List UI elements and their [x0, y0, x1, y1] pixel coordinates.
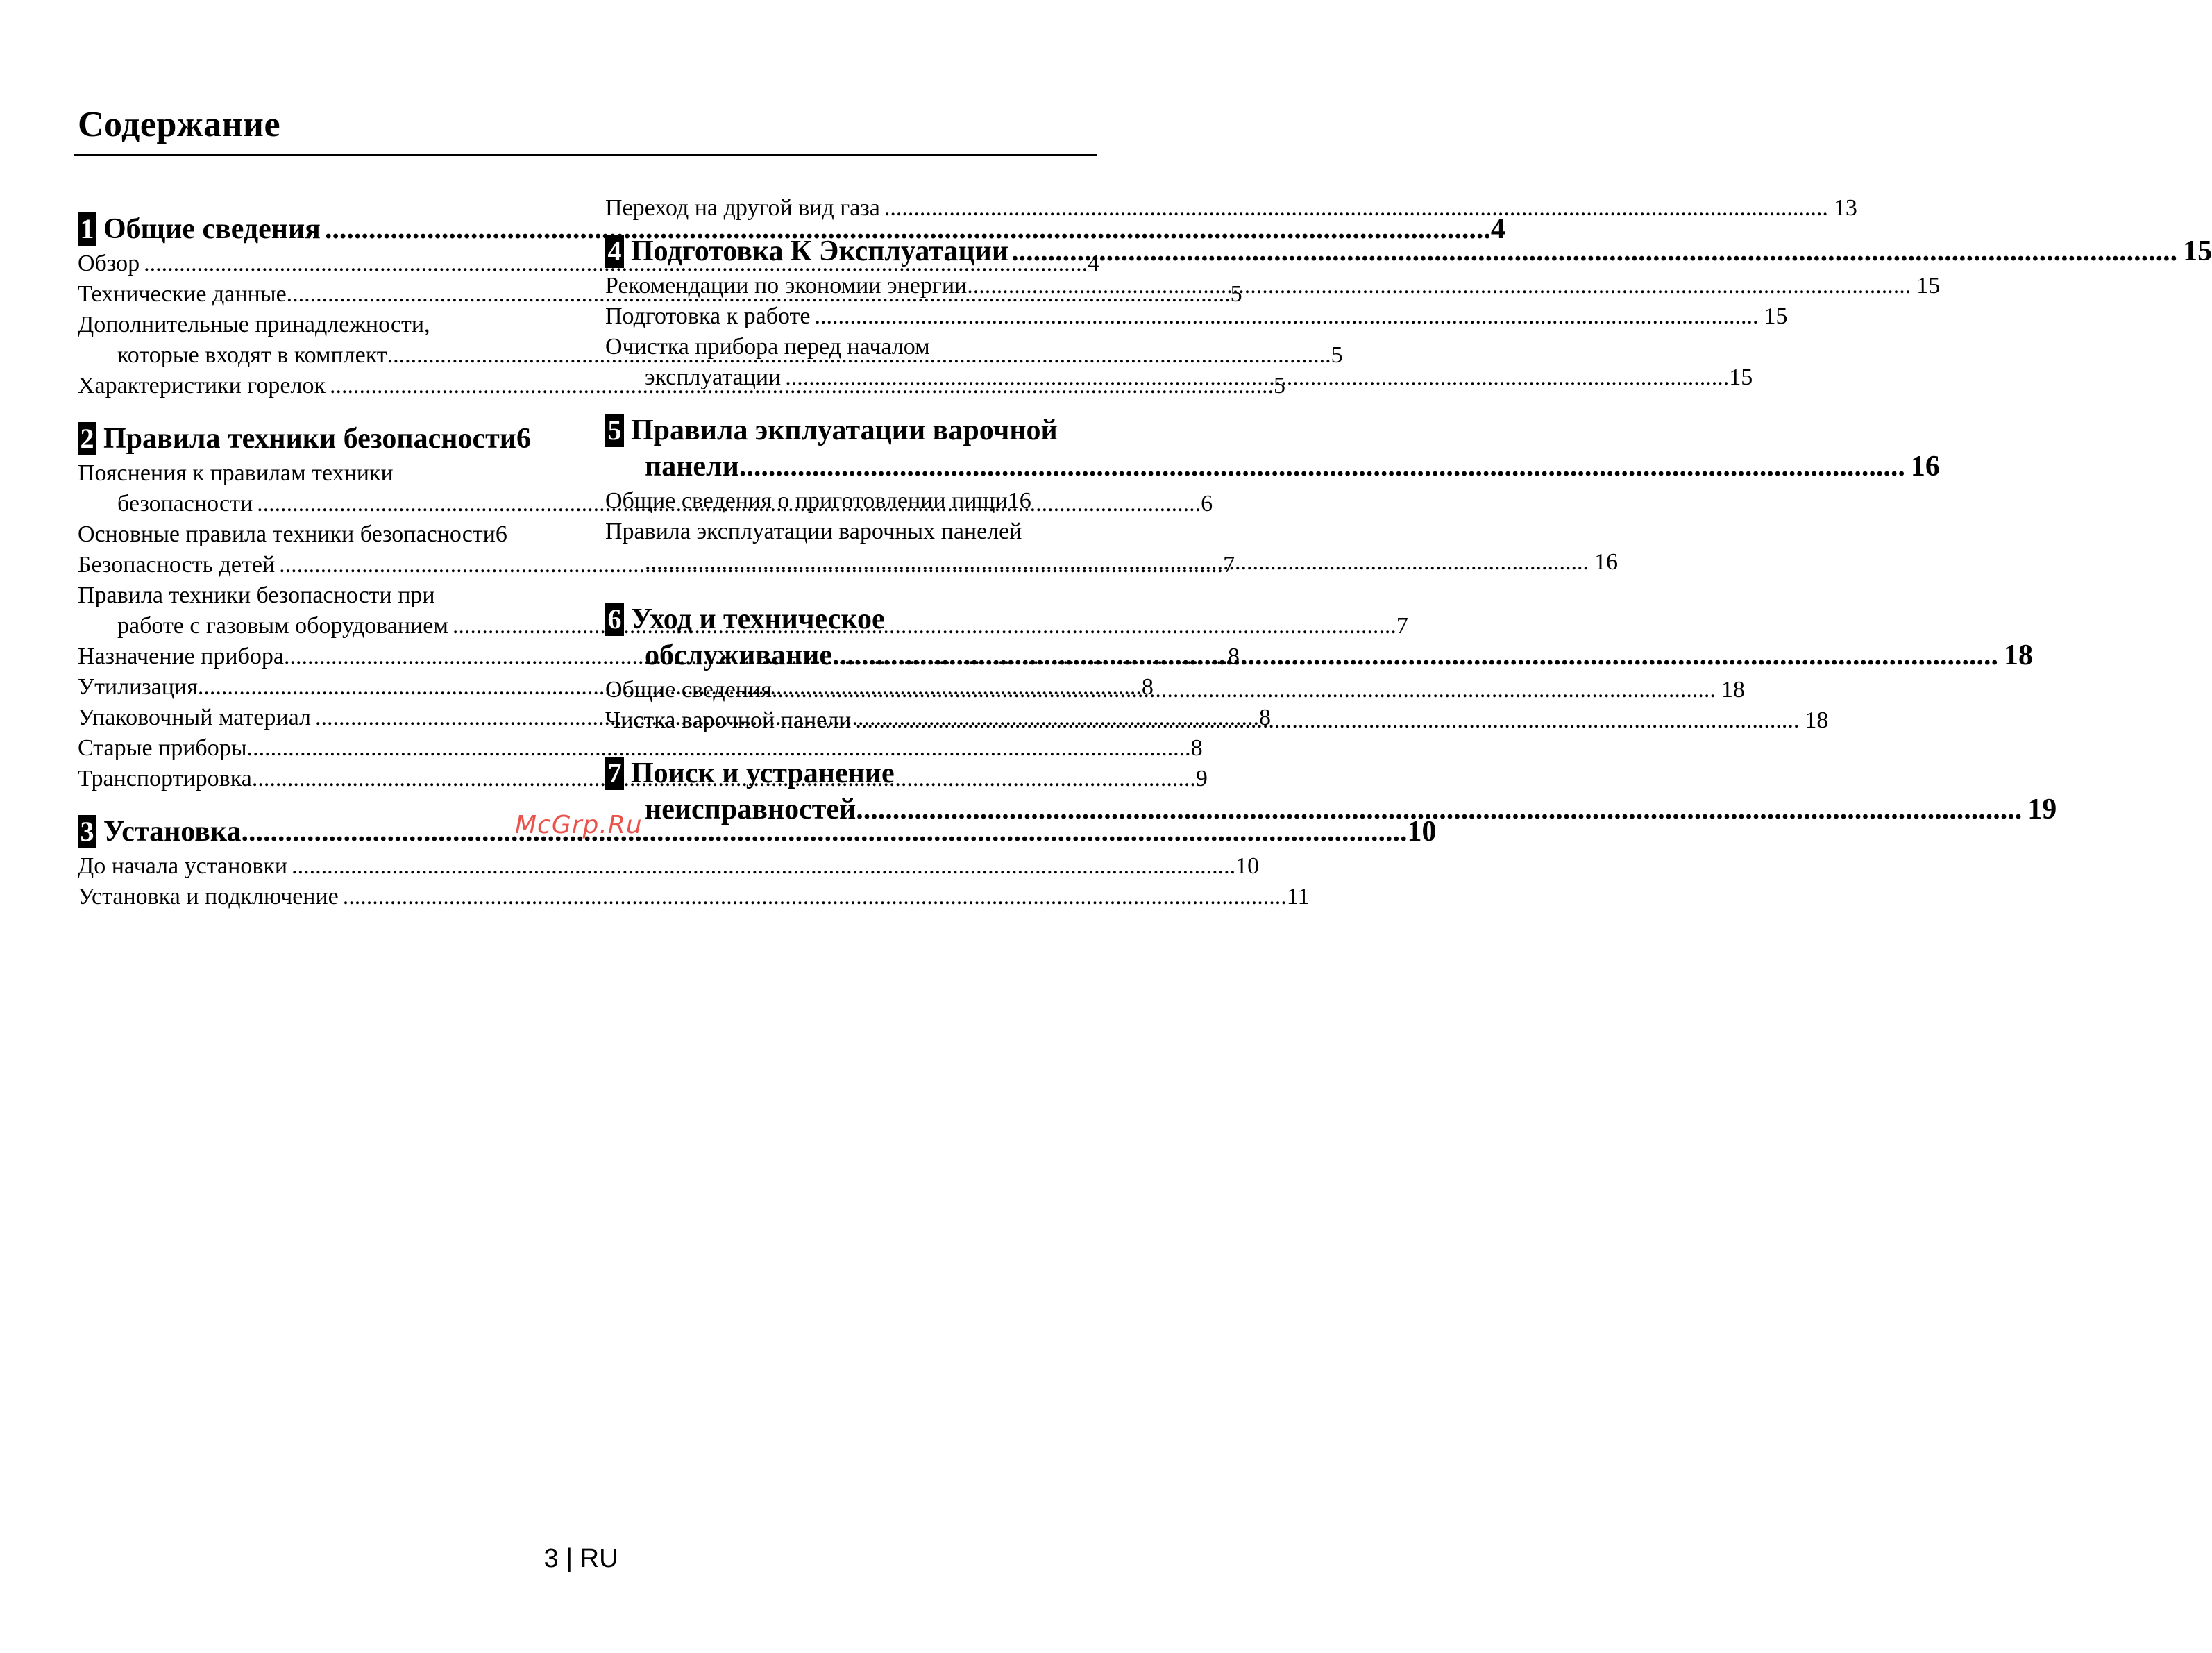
section-number-badge: 4: [605, 235, 624, 268]
entry-page: 16: [1594, 549, 1618, 575]
page-title: Содержание: [78, 105, 281, 144]
toc-entry[interactable]: [605, 517, 1618, 578]
section-number-badge: 6: [605, 603, 624, 636]
entry-text: До начала установки: [78, 853, 288, 879]
section-title: Уход и техническое: [631, 603, 885, 635]
entry-page: 15: [1916, 273, 1941, 299]
entry-page: 18: [1721, 677, 1745, 703]
toc-section-5: [605, 412, 1940, 578]
page-footer: [0, 1544, 1162, 1574]
entry-page: 6: [495, 521, 507, 547]
toc-entry[interactable]: [605, 193, 1857, 224]
toc-section-link[interactable]: [631, 448, 1940, 485]
entry-page: 10: [1235, 853, 1260, 879]
entry-page: 7: [1396, 613, 1408, 639]
section-title-cont: обслуживание: [645, 639, 833, 671]
toc-section-title-line[interactable]: [631, 755, 2057, 791]
entry-page: 8: [1190, 735, 1203, 761]
section-page: 4: [1490, 213, 1505, 245]
toc-entry[interactable]: [605, 486, 1081, 517]
entry-page: 15: [1764, 303, 1788, 329]
section-page: 16: [1910, 451, 1940, 483]
entry-text: Основные правила техники безопасности: [78, 521, 496, 547]
entry-text: Транспортировка: [78, 766, 252, 791]
toc-section-7: [605, 755, 2057, 828]
section-title-cont: панели: [645, 451, 739, 483]
entry-text: Дополнительные принадлежности,: [78, 312, 430, 337]
toc-entry[interactable]: [605, 271, 1941, 301]
section-page: 15: [2183, 235, 2212, 267]
entry-text: Пояснения к правилам техники: [78, 460, 394, 486]
toc-entry[interactable]: [78, 882, 1310, 912]
entry-text-cont: безопасности: [117, 491, 253, 517]
entry-page: 8: [1227, 644, 1240, 669]
footer-language: RU: [580, 1544, 618, 1573]
entry-text: Обзор: [78, 251, 140, 276]
section-title-cont: неисправностей: [645, 794, 856, 825]
toc-section-link[interactable]: [103, 421, 553, 457]
section-number-badge: 7: [605, 757, 624, 790]
toc-section-title-line[interactable]: [631, 412, 1940, 448]
entry-page: 5: [1273, 373, 1285, 398]
footer-page-number: 3: [543, 1544, 559, 1573]
entry-text: Характеристики горелок: [78, 373, 326, 398]
entry-text: Правила техники безопасности при: [78, 582, 435, 608]
entry-text: Утилизация: [78, 674, 198, 700]
entry-page: 8: [1258, 705, 1271, 730]
entry-text: Чистка варочной панели: [605, 707, 852, 733]
section-title: Правила экплуатации варочной: [631, 414, 1058, 446]
section-page: 10: [1407, 816, 1437, 848]
toc-section-link[interactable]: [631, 791, 2057, 828]
section-title: Подготовка К Эксплуатации: [631, 235, 1009, 267]
entry-text: Рекомендации по экономии энергии: [605, 273, 968, 299]
entry-page: 11: [1286, 884, 1310, 909]
section-page: 19: [2027, 794, 2057, 825]
entry-page: 4: [1088, 251, 1100, 276]
toc-section-link[interactable]: [631, 233, 2212, 269]
toc-entry[interactable]: [605, 705, 1829, 736]
entry-text: Очистка прибора перед началом: [605, 334, 930, 360]
section-page: 18: [2004, 639, 2034, 671]
section-page: 6: [516, 423, 531, 455]
entry-text: Установка и подключение: [78, 884, 339, 909]
section-title: Поиск и устранение: [631, 757, 895, 789]
entry-page: 6: [1201, 491, 1213, 517]
toc-entry[interactable]: [78, 550, 1235, 580]
section-number-badge: 5: [605, 414, 624, 447]
entry-page: 9: [1195, 766, 1208, 791]
entry-page: 5: [1331, 342, 1343, 368]
section-number-badge: 2: [78, 422, 96, 455]
entry-text: Назначение прибора: [78, 644, 284, 669]
section-title: Правила техники безопасности: [103, 423, 516, 455]
entry-text: Общие сведения о приготовлении пищи: [605, 488, 1008, 514]
section-title: Установка: [103, 816, 242, 848]
section-number-badge: 3: [78, 815, 96, 848]
toc-entry[interactable]: [78, 851, 1260, 882]
entry-page: 5: [1230, 281, 1242, 307]
entry-text: Переход на другой вид газа: [605, 195, 880, 221]
toc-entry[interactable]: [78, 733, 1203, 764]
toc-right-column: [605, 193, 2212, 829]
entry-text-cont: которые входят в комплект: [117, 342, 387, 368]
entry-text: Общие сведения: [605, 677, 772, 703]
title-divider: [74, 154, 1097, 156]
entry-text-cont: работе с газовым оборудованием: [117, 613, 448, 639]
toc-section-link[interactable]: [631, 637, 2033, 673]
entry-text: Технические данные: [78, 281, 287, 307]
section-number-badge: 1: [78, 212, 96, 246]
entry-text: Старые приборы: [78, 735, 247, 761]
entry-text: Правила эксплуатации варочных панелей: [605, 519, 1022, 544]
footer-separator: |: [566, 1544, 573, 1573]
entry-page: 15: [1729, 364, 1753, 390]
entry-page: 18: [1805, 707, 1829, 733]
entry-page: 16: [1007, 488, 1031, 514]
toc-section-6: [605, 601, 2034, 736]
toc-entry[interactable]: [605, 675, 1745, 705]
entry-page: 8: [1141, 674, 1154, 700]
entry-page: 13: [1833, 195, 1857, 221]
entry-text: Упаковочный материал: [78, 705, 311, 730]
toc-entry[interactable]: [605, 301, 1788, 332]
toc-entry[interactable]: [78, 519, 553, 550]
toc-section-4: [605, 233, 2212, 393]
entry-text: Подготовка к работе: [605, 303, 811, 329]
entry-text-cont: эксплуатации: [645, 364, 782, 390]
watermark: McGrp.Ru: [515, 811, 643, 839]
entry-page: 7: [1223, 552, 1235, 578]
entry-text: Безопасность детей: [78, 552, 276, 578]
toc-section-title-line[interactable]: [631, 601, 2033, 637]
section-title: Общие сведения: [103, 213, 321, 245]
toc-entry[interactable]: [605, 332, 1753, 393]
